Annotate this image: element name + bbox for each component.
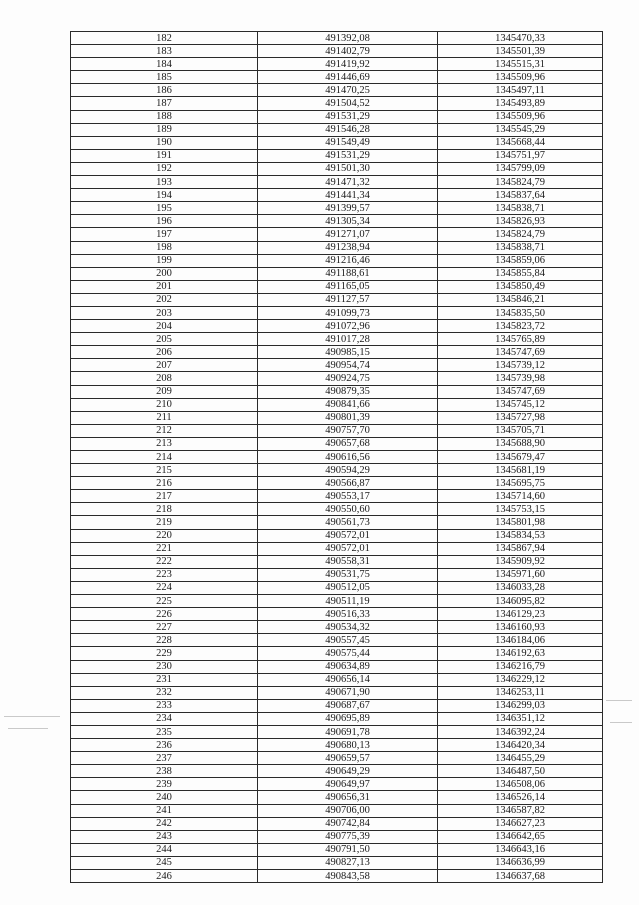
y-coordinate-cell: 1345681,19	[438, 464, 603, 477]
y-coordinate-cell: 1345801,98	[438, 516, 603, 529]
y-coordinate-cell: 1346299,03	[438, 699, 603, 712]
x-coordinate-cell: 490691,78	[258, 725, 438, 738]
point-number-cell: 246	[71, 870, 258, 883]
table-row	[71, 595, 603, 608]
table-row	[71, 581, 603, 594]
point-number-cell: 242	[71, 817, 258, 830]
x-coordinate-cell: 490634,89	[258, 660, 438, 673]
y-coordinate-cell: 1346637,68	[438, 870, 603, 883]
table-row	[71, 608, 603, 621]
table-row	[71, 123, 603, 136]
table-row	[71, 385, 603, 398]
point-number-cell: 199	[71, 254, 258, 267]
table-row	[71, 267, 603, 280]
x-coordinate-cell: 491305,34	[258, 215, 438, 228]
x-coordinate-cell: 491549,49	[258, 136, 438, 149]
x-coordinate-cell: 491470,25	[258, 84, 438, 97]
table-row	[71, 634, 603, 647]
table-row	[71, 699, 603, 712]
y-coordinate-cell: 1346455,29	[438, 752, 603, 765]
point-number-cell: 227	[71, 621, 258, 634]
table-row	[71, 870, 603, 883]
point-number-cell: 218	[71, 503, 258, 516]
table-row	[71, 280, 603, 293]
table-row	[71, 516, 603, 529]
y-coordinate-cell: 1346627,23	[438, 817, 603, 830]
point-number-cell: 195	[71, 202, 258, 215]
point-number-cell: 191	[71, 149, 258, 162]
table-row	[71, 621, 603, 634]
y-coordinate-cell: 1345739,98	[438, 372, 603, 385]
x-coordinate-cell: 490649,97	[258, 778, 438, 791]
x-coordinate-cell: 490827,13	[258, 856, 438, 869]
x-coordinate-cell: 491165,05	[258, 280, 438, 293]
x-coordinate-cell: 490553,17	[258, 490, 438, 503]
point-number-cell: 203	[71, 306, 258, 319]
x-coordinate-cell: 491072,96	[258, 320, 438, 333]
x-coordinate-cell: 490550,60	[258, 503, 438, 516]
y-coordinate-cell: 1346487,50	[438, 765, 603, 778]
table-row	[71, 110, 603, 123]
point-number-cell: 241	[71, 804, 258, 817]
x-coordinate-cell: 490775,39	[258, 830, 438, 843]
table-row	[71, 84, 603, 97]
x-coordinate-cell: 490656,14	[258, 673, 438, 686]
table-row	[71, 189, 603, 202]
y-coordinate-cell: 1345971,60	[438, 568, 603, 581]
table-row	[71, 437, 603, 450]
x-coordinate-cell: 490616,56	[258, 451, 438, 464]
x-coordinate-cell: 491441,34	[258, 189, 438, 202]
table-row	[71, 856, 603, 869]
point-number-cell: 223	[71, 568, 258, 581]
y-coordinate-cell: 1345824,79	[438, 228, 603, 241]
point-number-cell: 221	[71, 542, 258, 555]
table-row	[71, 778, 603, 791]
table-row	[71, 464, 603, 477]
x-coordinate-cell: 490649,29	[258, 765, 438, 778]
x-coordinate-cell: 490801,39	[258, 411, 438, 424]
y-coordinate-cell: 1345751,97	[438, 149, 603, 162]
table-row	[71, 791, 603, 804]
y-coordinate-cell: 1345493,89	[438, 97, 603, 110]
table-row	[71, 725, 603, 738]
point-number-cell: 213	[71, 437, 258, 450]
y-coordinate-cell: 1345834,53	[438, 529, 603, 542]
y-coordinate-cell: 1345497,11	[438, 84, 603, 97]
y-coordinate-cell: 1346420,34	[438, 739, 603, 752]
y-coordinate-cell: 1346508,06	[438, 778, 603, 791]
point-number-cell: 182	[71, 32, 258, 45]
x-coordinate-cell: 490687,67	[258, 699, 438, 712]
x-coordinate-cell: 490575,44	[258, 647, 438, 660]
x-coordinate-cell: 491546,28	[258, 123, 438, 136]
point-number-cell: 206	[71, 346, 258, 359]
y-coordinate-cell: 1345826,93	[438, 215, 603, 228]
point-number-cell: 190	[71, 136, 258, 149]
table-row	[71, 424, 603, 437]
point-number-cell: 219	[71, 516, 258, 529]
x-coordinate-cell: 490757,70	[258, 424, 438, 437]
y-coordinate-cell: 1345668,44	[438, 136, 603, 149]
table-row	[71, 555, 603, 568]
x-coordinate-cell: 491017,28	[258, 333, 438, 346]
table-row	[71, 843, 603, 856]
point-number-cell: 201	[71, 280, 258, 293]
point-number-cell: 230	[71, 660, 258, 673]
x-coordinate-cell: 490572,01	[258, 542, 438, 555]
x-coordinate-cell: 490954,74	[258, 359, 438, 372]
table-row	[71, 411, 603, 424]
point-number-cell: 214	[71, 451, 258, 464]
y-coordinate-cell: 1346253,11	[438, 686, 603, 699]
x-coordinate-cell: 490671,90	[258, 686, 438, 699]
y-coordinate-cell: 1345859,06	[438, 254, 603, 267]
x-coordinate-cell: 491271,07	[258, 228, 438, 241]
x-coordinate-cell: 490742,84	[258, 817, 438, 830]
table-row	[71, 712, 603, 725]
point-number-cell: 196	[71, 215, 258, 228]
table-row	[71, 32, 603, 45]
y-coordinate-cell: 1345824,79	[438, 176, 603, 189]
table-row	[71, 503, 603, 516]
point-number-cell: 189	[71, 123, 258, 136]
y-coordinate-cell: 1345745,12	[438, 398, 603, 411]
x-coordinate-cell: 491531,29	[258, 110, 438, 123]
table-row	[71, 293, 603, 306]
x-coordinate-cell: 491188,61	[258, 267, 438, 280]
table-row	[71, 477, 603, 490]
y-coordinate-cell: 1346095,82	[438, 595, 603, 608]
x-coordinate-cell: 490531,75	[258, 568, 438, 581]
point-number-cell: 237	[71, 752, 258, 765]
x-coordinate-cell: 491501,30	[258, 162, 438, 175]
scan-artifact-left	[4, 716, 60, 717]
y-coordinate-cell: 1345515,31	[438, 58, 603, 71]
x-coordinate-cell: 490558,31	[258, 555, 438, 568]
x-coordinate-cell: 490706,00	[258, 804, 438, 817]
table-row	[71, 45, 603, 58]
x-coordinate-cell: 490594,29	[258, 464, 438, 477]
x-coordinate-cell: 490879,35	[258, 385, 438, 398]
y-coordinate-cell: 1346216,79	[438, 660, 603, 673]
x-coordinate-cell: 490656,31	[258, 791, 438, 804]
table-row	[71, 97, 603, 110]
point-number-cell: 188	[71, 110, 258, 123]
y-coordinate-cell: 1345545,29	[438, 123, 603, 136]
y-coordinate-cell: 1346643,16	[438, 843, 603, 856]
table-row	[71, 162, 603, 175]
table-row	[71, 647, 603, 660]
point-number-cell: 229	[71, 647, 258, 660]
point-number-cell: 205	[71, 333, 258, 346]
table-row	[71, 739, 603, 752]
y-coordinate-cell: 1345727,98	[438, 411, 603, 424]
y-coordinate-cell: 1346642,65	[438, 830, 603, 843]
y-coordinate-cell: 1346160,93	[438, 621, 603, 634]
y-coordinate-cell: 1345753,15	[438, 503, 603, 516]
x-coordinate-cell: 491471,32	[258, 176, 438, 189]
point-number-cell: 200	[71, 267, 258, 280]
x-coordinate-cell: 490843,58	[258, 870, 438, 883]
point-number-cell: 232	[71, 686, 258, 699]
point-number-cell: 193	[71, 176, 258, 189]
point-number-cell: 222	[71, 555, 258, 568]
y-coordinate-cell: 1345470,33	[438, 32, 603, 45]
table-row	[71, 830, 603, 843]
x-coordinate-cell: 491392,08	[258, 32, 438, 45]
point-number-cell: 192	[71, 162, 258, 175]
point-number-cell: 217	[71, 490, 258, 503]
point-number-cell: 198	[71, 241, 258, 254]
x-coordinate-cell: 491238,94	[258, 241, 438, 254]
x-coordinate-cell: 490512,05	[258, 581, 438, 594]
x-coordinate-cell: 490680,13	[258, 739, 438, 752]
x-coordinate-cell: 490791,50	[258, 843, 438, 856]
point-number-cell: 184	[71, 58, 258, 71]
point-number-cell: 211	[71, 411, 258, 424]
table-row	[71, 765, 603, 778]
table-row	[71, 306, 603, 319]
point-number-cell: 204	[71, 320, 258, 333]
x-coordinate-cell: 490924,75	[258, 372, 438, 385]
table-row	[71, 752, 603, 765]
point-number-cell: 216	[71, 477, 258, 490]
y-coordinate-cell: 1345695,75	[438, 477, 603, 490]
x-coordinate-cell: 490561,73	[258, 516, 438, 529]
table-row	[71, 660, 603, 673]
x-coordinate-cell: 490985,15	[258, 346, 438, 359]
table-row	[71, 686, 603, 699]
table-row	[71, 359, 603, 372]
y-coordinate-cell: 1345679,47	[438, 451, 603, 464]
point-number-cell: 187	[71, 97, 258, 110]
table-row	[71, 149, 603, 162]
y-coordinate-cell: 1345739,12	[438, 359, 603, 372]
x-coordinate-cell: 490657,68	[258, 437, 438, 450]
point-number-cell: 212	[71, 424, 258, 437]
table-row	[71, 372, 603, 385]
x-coordinate-cell: 490566,87	[258, 477, 438, 490]
point-number-cell: 209	[71, 385, 258, 398]
y-coordinate-cell: 1346392,24	[438, 725, 603, 738]
table-row	[71, 320, 603, 333]
table-row	[71, 71, 603, 84]
point-number-cell: 239	[71, 778, 258, 791]
table-row	[71, 804, 603, 817]
x-coordinate-cell: 491504,52	[258, 97, 438, 110]
y-coordinate-cell: 1346129,23	[438, 608, 603, 621]
x-coordinate-cell: 491127,57	[258, 293, 438, 306]
y-coordinate-cell: 1345867,94	[438, 542, 603, 555]
x-coordinate-cell: 491446,69	[258, 71, 438, 84]
point-number-cell: 233	[71, 699, 258, 712]
table-row	[71, 333, 603, 346]
table-row	[71, 241, 603, 254]
x-coordinate-cell: 490557,45	[258, 634, 438, 647]
point-number-cell: 244	[71, 843, 258, 856]
point-number-cell: 243	[71, 830, 258, 843]
y-coordinate-cell: 1346192,63	[438, 647, 603, 660]
point-number-cell: 220	[71, 529, 258, 542]
table-row	[71, 215, 603, 228]
x-coordinate-cell: 490511,19	[258, 595, 438, 608]
y-coordinate-cell: 1345747,69	[438, 346, 603, 359]
scan-artifact-right	[610, 722, 632, 723]
point-number-cell: 202	[71, 293, 258, 306]
point-number-cell: 228	[71, 634, 258, 647]
y-coordinate-cell: 1345705,71	[438, 424, 603, 437]
table-row	[71, 529, 603, 542]
point-number-cell: 194	[71, 189, 258, 202]
y-coordinate-cell: 1345765,89	[438, 333, 603, 346]
table-row	[71, 346, 603, 359]
point-number-cell: 235	[71, 725, 258, 738]
x-coordinate-cell: 491399,57	[258, 202, 438, 215]
coordinates-table-body	[71, 32, 603, 883]
y-coordinate-cell: 1346184,06	[438, 634, 603, 647]
y-coordinate-cell: 1345509,96	[438, 71, 603, 84]
x-coordinate-cell: 490659,57	[258, 752, 438, 765]
point-number-cell: 225	[71, 595, 258, 608]
point-number-cell: 183	[71, 45, 258, 58]
point-number-cell: 185	[71, 71, 258, 84]
y-coordinate-cell: 1345837,64	[438, 189, 603, 202]
y-coordinate-cell: 1345714,60	[438, 490, 603, 503]
x-coordinate-cell: 490534,32	[258, 621, 438, 634]
point-number-cell: 208	[71, 372, 258, 385]
y-coordinate-cell: 1345688,90	[438, 437, 603, 450]
y-coordinate-cell: 1345850,49	[438, 280, 603, 293]
y-coordinate-cell: 1345855,84	[438, 267, 603, 280]
table-row	[71, 568, 603, 581]
x-coordinate-cell: 490695,89	[258, 712, 438, 725]
point-number-cell: 234	[71, 712, 258, 725]
table-row	[71, 202, 603, 215]
table-row	[71, 228, 603, 241]
y-coordinate-cell: 1345501,39	[438, 45, 603, 58]
x-coordinate-cell: 491402,79	[258, 45, 438, 58]
x-coordinate-cell: 490572,01	[258, 529, 438, 542]
point-number-cell: 226	[71, 608, 258, 621]
y-coordinate-cell: 1346229,12	[438, 673, 603, 686]
x-coordinate-cell: 491419,92	[258, 58, 438, 71]
point-number-cell: 186	[71, 84, 258, 97]
x-coordinate-cell: 491216,46	[258, 254, 438, 267]
y-coordinate-cell: 1345823,72	[438, 320, 603, 333]
table-row	[71, 136, 603, 149]
y-coordinate-cell: 1346033,28	[438, 581, 603, 594]
y-coordinate-cell: 1346587,82	[438, 804, 603, 817]
y-coordinate-cell: 1345909,92	[438, 555, 603, 568]
scan-artifact-left	[8, 728, 48, 729]
point-number-cell: 197	[71, 228, 258, 241]
point-number-cell: 210	[71, 398, 258, 411]
table-row	[71, 542, 603, 555]
point-number-cell: 224	[71, 581, 258, 594]
point-number-cell: 231	[71, 673, 258, 686]
y-coordinate-cell: 1346526,14	[438, 791, 603, 804]
x-coordinate-cell: 490841,66	[258, 398, 438, 411]
coordinates-table	[70, 31, 603, 883]
y-coordinate-cell: 1345838,71	[438, 202, 603, 215]
x-coordinate-cell: 490516,33	[258, 608, 438, 621]
point-number-cell: 238	[71, 765, 258, 778]
table-row	[71, 673, 603, 686]
y-coordinate-cell: 1346636,99	[438, 856, 603, 869]
y-coordinate-cell: 1345747,69	[438, 385, 603, 398]
x-coordinate-cell: 491099,73	[258, 306, 438, 319]
table-row	[71, 398, 603, 411]
table-row	[71, 58, 603, 71]
table-row	[71, 817, 603, 830]
point-number-cell: 207	[71, 359, 258, 372]
y-coordinate-cell: 1345509,96	[438, 110, 603, 123]
point-number-cell: 245	[71, 856, 258, 869]
y-coordinate-cell: 1345835,50	[438, 306, 603, 319]
table-row	[71, 176, 603, 189]
table-row	[71, 451, 603, 464]
point-number-cell: 236	[71, 739, 258, 752]
y-coordinate-cell: 1345799,09	[438, 162, 603, 175]
x-coordinate-cell: 491531,29	[258, 149, 438, 162]
y-coordinate-cell: 1345846,21	[438, 293, 603, 306]
y-coordinate-cell: 1345838,71	[438, 241, 603, 254]
y-coordinate-cell: 1346351,12	[438, 712, 603, 725]
table-row	[71, 490, 603, 503]
scan-artifact-right	[606, 700, 632, 701]
table-row	[71, 254, 603, 267]
point-number-cell: 240	[71, 791, 258, 804]
point-number-cell: 215	[71, 464, 258, 477]
